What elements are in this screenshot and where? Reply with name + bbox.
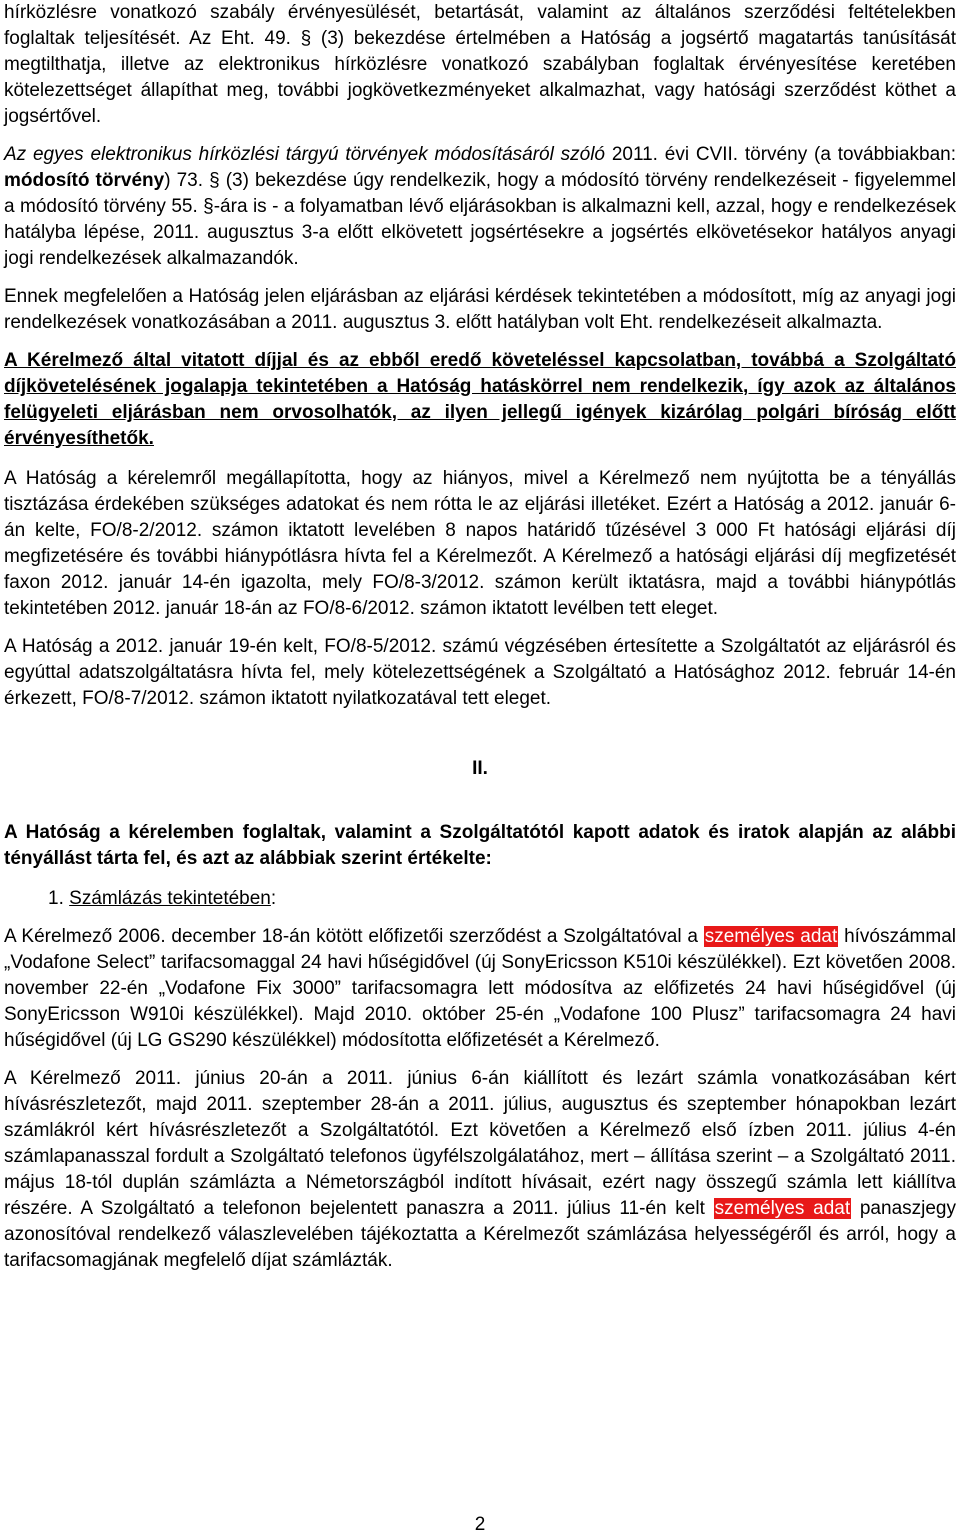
list-item-title: Számlázás tekintetében [69, 888, 271, 909]
paragraph-complaint [4, 1066, 956, 1274]
contract-text-2: hívószámmal „Vodafone Select” tarifacsomaggal 24 havi hűségidővel (új SonyEricsson K510i készülékkel). Ezt követően 2008. november 22-én „Vodafone Fix 3000” tarifacsomagra lett módosítva az előfizetés 24 havi hűségidővel (új SonyEricsson W910i készülékkel). Majd 2010. október 25-én „Vodafone 100 Plusz” tarifacsomagra 24 havi hűségidővel (új LG GS290 készülékkel) módosította előfizetését a Kérelmező. [4, 926, 956, 1051]
section-number: II. [472, 758, 488, 779]
list-item-billing [4, 886, 956, 912]
list-item-colon: : [270, 888, 277, 909]
complaint-text-1: A Kérelmező 2011. június 20-án a 2011. június 6-án kiállított és lezárt számla vonatkozásában kért hívásrészletezőt, majd 2011. szeptember 28-án a 2011. július, augusztus és szeptember hónapokban lezárt számlákról kért hívásrészletezőt a Szolgáltatótól. Ezt követően a Kérelmező első ízben 2011. július 4-én számlapanasszal fordult a Szolgáltató telefonos ügyfélszolgálatához, mert – állítása szerint – a Szolgáltató 2011. május 18-tól duplán számlázta a Németországból indított hívásait, ezért nagy összegű számla lett kiállítva részére. A Szolgáltató a telefonon bejelentett panaszra a 2011. július 11-én kelt [4, 1068, 956, 1219]
act-title: Az egyes elektronikus hírközlési tárgyú törvények módosításáról szóló [4, 144, 606, 165]
paragraph-legal-basis: hírközlésre vonatkozó szabály érvényesülését, betartását, valamint az általános szerződési feltételekben foglaltak teljesítését. Az Eht. 49. § (3) bekezdése értelmében a Hatóság a jogsértő magatartás tanúsítását megtilthatja, illetve az elektronikus hírközlésre vonatkozó szabályban foglaltak érvényesítése keretében kötelezettséget állapíthat meg, további jogkövetkezményeket alkalmazhat, vagy hatósági szerződést köthet a jogsértővel. [4, 2, 956, 127]
paragraph-applicable-rules: Ennek megfelelően a Hatóság jelen eljárásban az eljárási kérdések tekintetében a módosított, míg az anyagi jogi rendelkezések vonatkozásában a 2011. augusztus 3. előtt hatályban volt Eht. rendelkezéseit alkalmazta. [4, 286, 956, 333]
paragraph-contract-history [4, 924, 956, 1054]
act-text-1: 2011. évi CVII. törvény (a továbbiakban: [605, 144, 957, 165]
redacted-personal-data: személyes adat [714, 1198, 851, 1219]
paragraph-amending-act [4, 142, 956, 272]
section-heading: A Hatóság a kérelemben foglaltak, valamint a Szolgáltatótól kapott adatok és iratok alapján az alábbi tényállást tárta fel, és azt az alábbiak szerint értékelte: [4, 822, 956, 869]
act-text-2: ) 73. § (3) bekezdése úgy rendelkezik, hogy a módosító törvény rendelkezéseit - figyelemmel a módosító törvény 55. §-ára is - a folyamatban lévő eljárásokban is alkalmazni kell, azzal, hogy e rendelkezések hatályba lépése, 2011. augusztus 3-a előtt elkövetett jogsértésekre a jogsértés elkövetésekor hatályos anyagi jogi rendelkezések alkalmazandók. [4, 170, 956, 269]
complaint-text-2: panaszjegy azonosítóval rendelkező válaszlevelében tájékoztatta a Kérelmezőt számlázása helyességéről és arról, hogy a tarifacsomagjának megfelelő díjat számlázták. [4, 1198, 956, 1271]
act-short-name: módosító törvény [4, 170, 165, 191]
paragraph-deficiency: A Hatóság a kérelemről megállapította, hogy az hiányos, mivel a Kérelmező nem nyújtotta be a tényállás tisztázása érdekében szükséges adatokat és nem rótta le az eljárási illetéket. Ezért a Hatóság a 2012. január 6-án kelte, FO/8-2/2012. számon iktatott levelében 8 napos határidő tűzésével 3 000 Ft hatósági eljárási díj megfizetésére és további hiánypótlásra hívta fel a Kérelmezőt. A Kérelmező a hatósági eljárási díj megfizetését faxon 2012. január 14-én igazolta, mely FO/8-3/2012. számon került iktatásra, majd a további hiánypótlás tekintetében 2012. január 18-án az FO/8-6/2012. számon iktatott levélben tett eleget. [4, 468, 956, 619]
redacted-personal-data: személyes adat [704, 926, 838, 947]
page-number: 2 [474, 1514, 486, 1535]
paragraph-notification: A Hatóság a 2012. január 19-én kelt, FO/8-5/2012. számú végzésében értesítette a Szolgáltatót az eljárásról és egyúttal adatszolgáltatásra hívta fel, mely kötelezettségének a Szolgáltató a Hatósághoz 2012. február 14-én érkezett, FO/8-7/2012. számon iktatott nyilatkozatával tett eleget. [4, 636, 956, 709]
contract-text-1: A Kérelmező 2006. december 18-án kötött előfizetői szerződést a Szolgáltatóval a [4, 926, 704, 947]
list-item-number: 1. [48, 888, 64, 909]
paragraph-jurisdiction: A Kérelmező által vitatott díjjal és az ebből eredő követeléssel kapcsolatban, továbbá a Szolgáltató díjkövetelésének jogalapja tekintetében a Hatóság hatáskörrel nem rendelkezik, így azok az általános felügyeleti eljárásban nem orvosolhatók, az ilyen jellegű igények kizárólag polgári bíróság előtt érvényesíthetők. [4, 350, 956, 449]
document-page [4, 0, 956, 1274]
